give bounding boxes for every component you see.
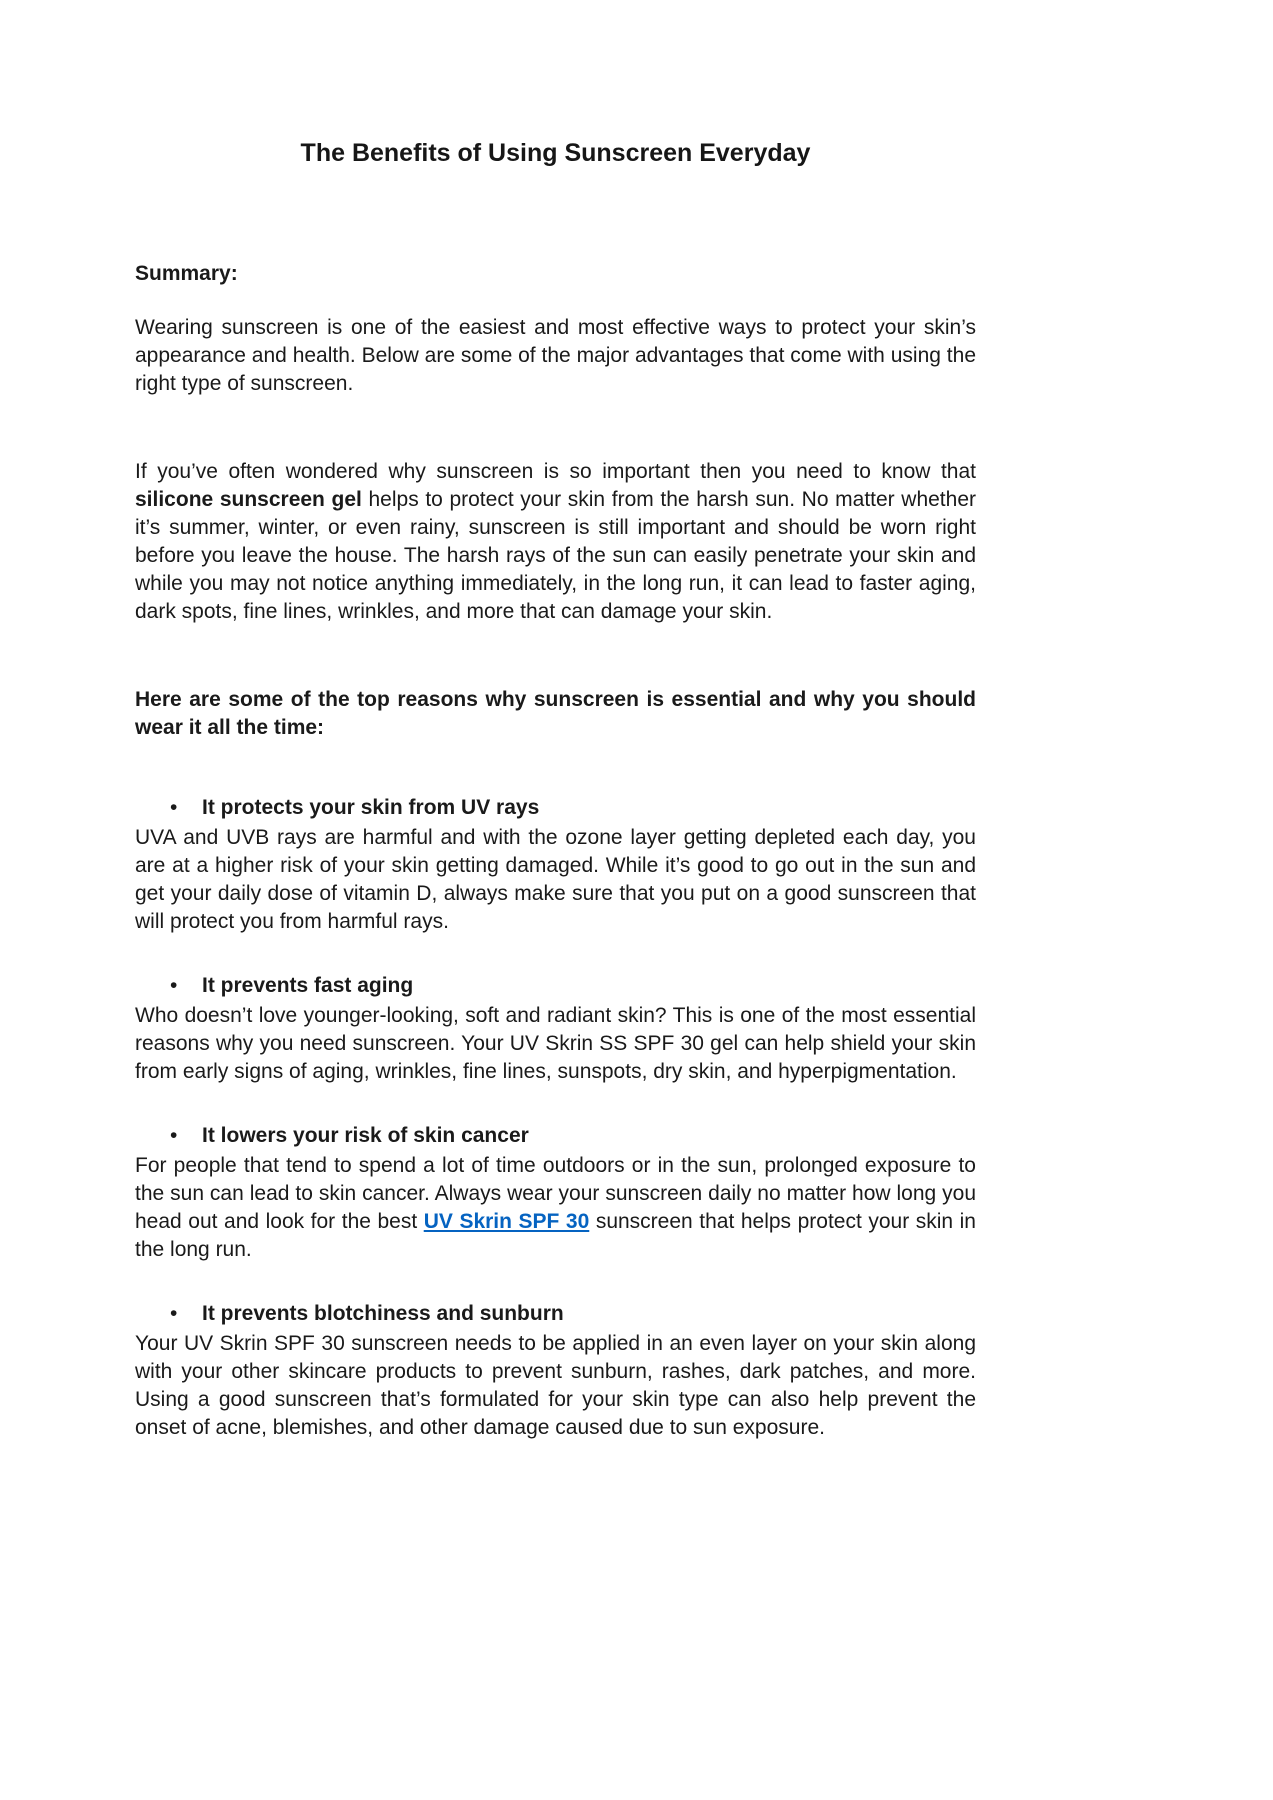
bullet-paragraph-uv-rays: UVA and UVB rays are harmful and with the ozone layer getting depleted each day, you are at a higher risk of your skin getting damaged. While it’s good to go out in the sun and get your daily dose of vitamin D, always make sure that you put on a good sunscreen that will protect you from harmful rays. bbox=[135, 826, 976, 933]
uv-skrin-spf30-link[interactable]: UV Skrin SPF 30 bbox=[423, 1210, 590, 1233]
document-content bbox=[135, 0, 976, 1442]
bullet-icon: • bbox=[170, 974, 178, 997]
document-title: The Benefits of Using Sunscreen Everyday bbox=[300, 139, 811, 167]
intro-text-before: If you’ve often wondered why sunscreen is so important then you need to know that bbox=[135, 460, 976, 483]
bullet-item-skin-cancer bbox=[135, 1122, 976, 1150]
reasons-heading: Here are some of the top reasons why sunscreen is essential and why you should wear it all the time: bbox=[135, 688, 976, 739]
skin-cancer-text-after: sunscreen that helps protect your skin in the long run. bbox=[135, 1210, 976, 1261]
summary-heading: Summary: bbox=[135, 262, 238, 285]
skin-cancer-text-before: For people that tend to spend a lot of time outdoors or in the sun, prolonged exposure to the sun can lead to skin cancer. Always wear your sunscreen daily no matter how long you head out and look for the best bbox=[135, 1154, 976, 1233]
bullet-icon: • bbox=[170, 1302, 178, 1325]
bullet-heading-fast-aging: It prevents fast aging bbox=[202, 974, 414, 997]
bullet-paragraph-blotchiness: Your UV Skrin SPF 30 sunscreen needs to be applied in an even layer on your skin along with your other skincare products to prevent sunburn, rashes, dark patches, and more. Using a good sunscreen that’s formulated for your skin type can also help prevent the onset of acne, blemishes, and other damage caused due to sun exposure. bbox=[135, 1332, 976, 1439]
intro-text-after: helps to protect your skin from the harsh sun. No matter whether it’s summer, winter, or even rainy, sunscreen is still important and should be worn right before you leave the house. The harsh rays of the sun can easily penetrate your skin and while you may not notice anything immediately, in the long run, it can lead to faster aging, dark spots, fine lines, wrinkles, and more that can damage your skin. bbox=[135, 488, 976, 623]
bullet-item-fast-aging bbox=[135, 972, 976, 1000]
intro-paragraph bbox=[135, 458, 976, 626]
bullet-item-uv-rays bbox=[135, 794, 976, 822]
bullet-item-blotchiness bbox=[135, 1300, 976, 1328]
bullet-paragraph-skin-cancer bbox=[135, 1152, 976, 1264]
bullet-heading-uv-rays: It protects your skin from UV rays bbox=[202, 796, 540, 819]
bullet-heading-skin-cancer: It lowers your risk of skin cancer bbox=[202, 1124, 529, 1147]
bullet-paragraph-fast-aging: Who doesn’t love younger-looking, soft and radiant skin? This is one of the most essential reasons why you need sunscreen. Your UV Skrin SS SPF 30 gel can help shield your skin from early signs of aging, wrinkles, fine lines, sunspots, dry skin, and hyperpigmentation. bbox=[135, 1004, 976, 1083]
bullet-icon: • bbox=[170, 796, 178, 819]
intro-bold-phrase: silicone sunscreen gel bbox=[135, 488, 362, 511]
bullet-icon: • bbox=[170, 1124, 178, 1147]
summary-paragraph: Wearing sunscreen is one of the easiest and most effective ways to protect your skin’s appearance and health. Below are some of the major advantages that come with using the right type of sunscreen. bbox=[135, 316, 976, 395]
bullet-heading-blotchiness: It prevents blotchiness and sunburn bbox=[202, 1302, 564, 1325]
